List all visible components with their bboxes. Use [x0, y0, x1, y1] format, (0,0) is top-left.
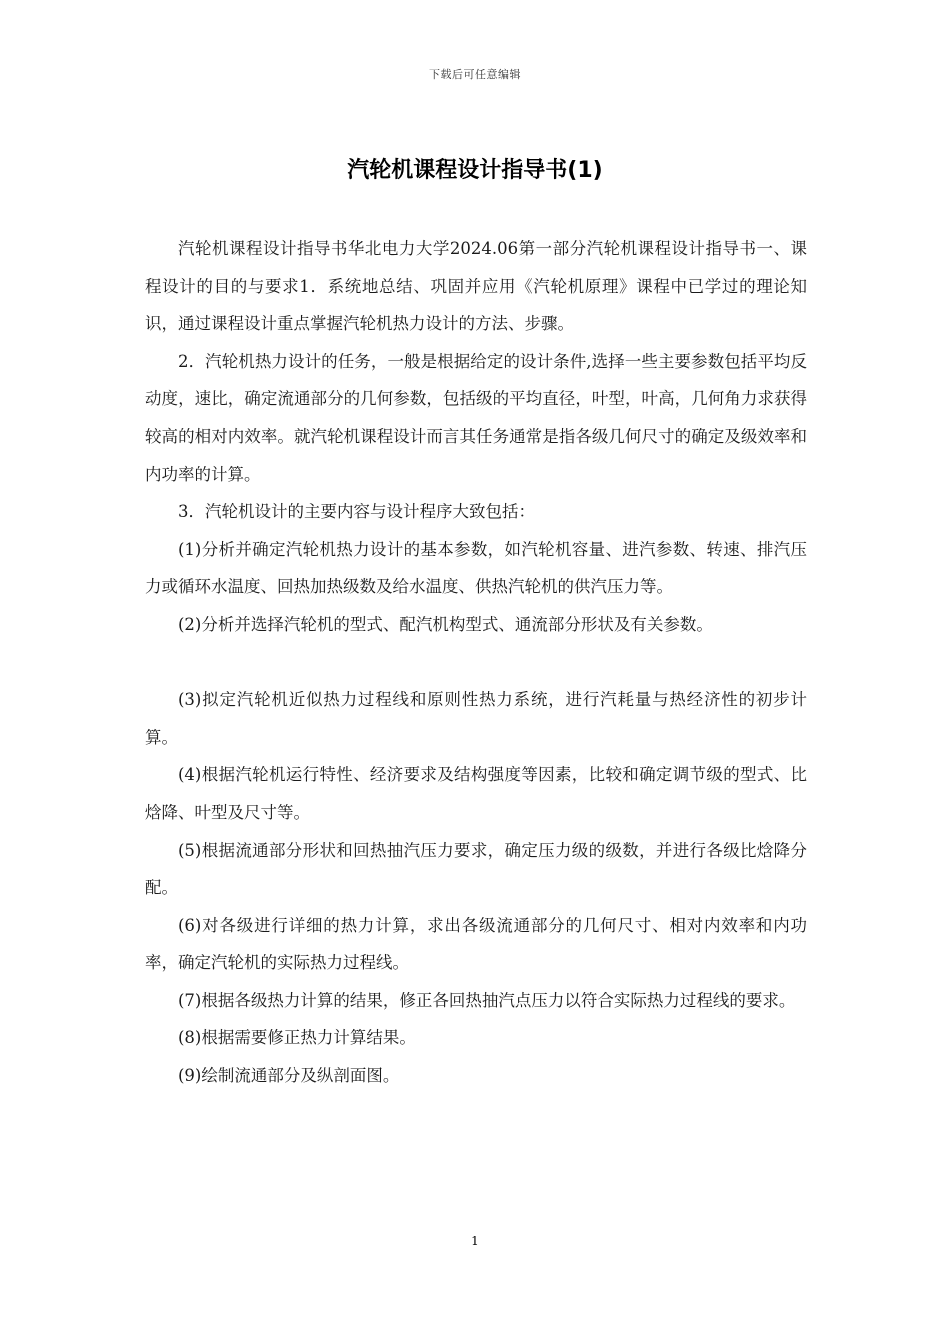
paragraph-item-5: (5)根据流通部分形状和回热抽汽压力要求，确定压力级的级数，并进行各级比焓降分配。	[145, 840, 807, 898]
paragraph-item-8: (8)根据需要修正热力计算结果。	[178, 1028, 416, 1048]
paragraph-item-6: (6)对各级进行详细的热力计算，求出各级流通部分的几何尺寸、相对内效率和内功率，确定汽轮机的实际热力过程线。	[145, 915, 807, 973]
paragraph-item-3: (3)拟定汽轮机近似热力过程线和原则性热力系统，进行汽耗量与热经济性的初步计算。	[145, 690, 807, 747]
page-number: 1	[471, 1234, 479, 1248]
page-header-note: 下载后可任意编辑	[429, 68, 521, 81]
paragraph-item-7: (7)根据各级热力计算的结果，修正各回热抽汽点压力以符合实际热力过程线的要求。	[178, 990, 796, 1010]
page-title: 汽轮机课程设计指导书(1)	[347, 158, 603, 183]
paragraph-design-task: 2．汽轮机热力设计的任务，一般是根据给定的设计条件,选择一些主要参数包括平均反动度，速比，确定流通部分的几何参数，包括级的平均直径，叶型，叶高，几何角力求获得较高的相对内效率。就汽轮机课程设计而言其任务通常是指各级几何尺寸的确定及级效率和内功率的计算。	[145, 351, 807, 484]
paragraph-intro: 汽轮机课程设计指导书华北电力大学2024.06第一部分汽轮机课程设计指导书一、课程设计的目的与要求1．系统地总结、巩固并应用《汽轮机原理》课程中已学过的理论知识，通过课程设计重点掌握汽轮机热力设计的方法、步骤。	[145, 239, 807, 334]
paragraph-item-9: (9)绘制流通部分及纵剖面图。	[178, 1066, 400, 1086]
paragraph-item-2: (2)分析并选择汽轮机的型式、配汽机构型式、通流部分形状及有关参数。	[178, 614, 713, 634]
paragraph-item-4: (4)根据汽轮机运行特性、经济要求及结构强度等因素，比较和确定调节级的型式、比焓降、叶型及尺寸等。	[145, 765, 807, 822]
paragraph-item-1: (1)分析并确定汽轮机热力设计的基本参数，如汽轮机容量、进汽参数、转速、排汽压力或循环水温度、回热加热级数及给水温度、供热汽轮机的供汽压力等。	[145, 539, 807, 597]
document-body	[145, 230, 807, 1095]
paragraph-main-content: 3．汽轮机设计的主要内容与设计程序大致包括：	[178, 502, 535, 522]
